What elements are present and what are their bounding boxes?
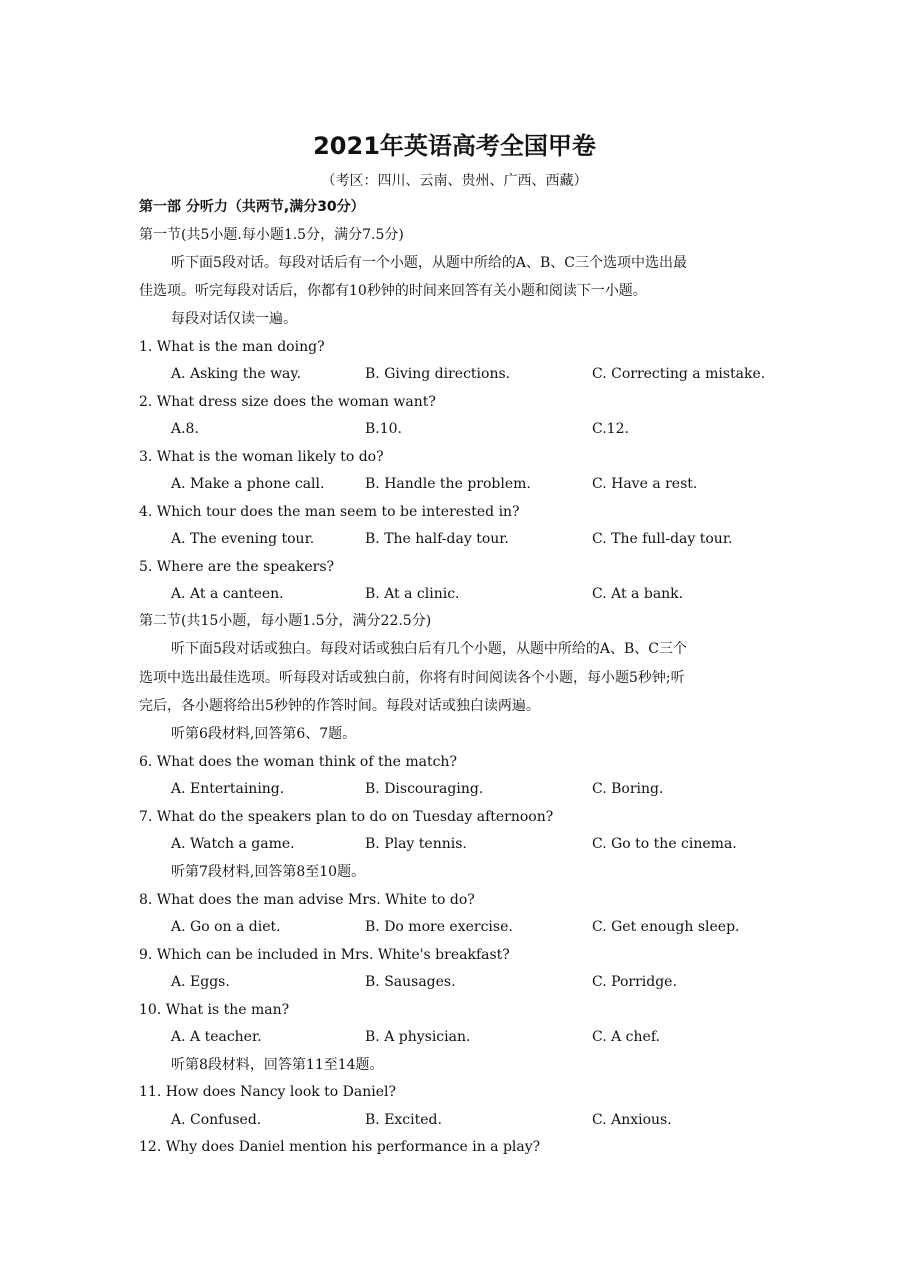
option-b: B. Giving directions.: [365, 366, 511, 382]
question-text: 2. What dress size does the woman want?: [139, 394, 436, 410]
question-text: 9. Which can be included in Mrs. White's breakfast?: [139, 947, 510, 963]
option-a: A. Go on a diet.: [171, 919, 281, 935]
option-c: C. At a bank.: [592, 586, 684, 602]
option-c: C. Boring.: [592, 781, 664, 797]
option-c: C. The full-day tour.: [592, 531, 733, 547]
option-b: B. Play tennis.: [365, 836, 467, 852]
question-text: 8. What does the man advise Mrs. White to do?: [139, 892, 475, 908]
material-note: 听第8段材料，回答第11至14题。: [171, 1057, 384, 1073]
option-a: A. At a canteen.: [171, 586, 284, 602]
option-a: A. A teacher.: [171, 1029, 262, 1045]
question-text: 1. What is the man doing?: [139, 339, 325, 355]
option-c: C. Get enough sleep.: [592, 919, 740, 935]
section1-instruction-line: 每段对话仅读一遍。: [171, 311, 297, 327]
question-text: 4. Which tour does the man seem to be interested in?: [139, 504, 520, 520]
option-a: A. Entertaining.: [171, 781, 285, 797]
option-c: C. Have a rest.: [592, 476, 698, 492]
exam-regions: （考区：四川、云南、贵州、广西、西藏）: [321, 173, 588, 189]
section2-instruction-line: 完后，各小题将给出5秒钟的作答时间。每段对话或独白读两遍。: [139, 698, 540, 714]
section2-instruction-line: 选项中选出最佳选项。听每段对话或独白前，你将有时间阅读各个小题，每小题5秒钟;听: [139, 670, 685, 686]
exam-title: 2021年英语高考全国甲卷: [313, 132, 596, 160]
option-a: A. Confused.: [171, 1112, 262, 1128]
section1-instruction-line: 佳选项。听完每段对话后，你都有10秒钟的时间来回答有关小题和阅读下一小题。: [139, 283, 647, 299]
question-text: 7. What do the speakers plan to do on Tuesday afternoon?: [139, 809, 554, 825]
option-c: C. A chef.: [592, 1029, 660, 1045]
option-a: A. The evening tour.: [171, 531, 315, 547]
material-note: 听第7段材料,回答第8至10题。: [171, 864, 366, 880]
question-text: 10. What is the man?: [139, 1002, 290, 1018]
option-a: A. Make a phone call.: [171, 476, 325, 492]
option-c: C.12.: [592, 421, 629, 437]
option-b: B. Handle the problem.: [365, 476, 531, 492]
option-b: B. Discouraging.: [365, 781, 484, 797]
option-a: A.8.: [171, 421, 199, 437]
option-a: A. Eggs.: [171, 974, 230, 990]
section2-heading: 第二节(共15小题，每小题1.5分，满分22.5分): [139, 613, 432, 629]
option-c: C. Correcting a mistake.: [592, 366, 766, 382]
option-b: B. A physician.: [365, 1029, 471, 1045]
option-b: B. Excited.: [365, 1112, 442, 1128]
question-text: 11. How does Nancy look to Daniel?: [139, 1084, 397, 1100]
option-c: C. Anxious.: [592, 1112, 672, 1128]
option-b: B. The half-day tour.: [365, 531, 509, 547]
option-b: B.10.: [365, 421, 403, 437]
option-c: C. Porridge.: [592, 974, 677, 990]
question-text: 12. Why does Daniel mention his performance in a play?: [139, 1139, 541, 1155]
section1-heading: 第一节(共5小题.每小题1.5分，满分7.5分): [139, 227, 404, 243]
part1-heading: 第一部 分听力（共两节,满分30分）: [139, 199, 365, 215]
option-a: A. Watch a game.: [171, 836, 295, 852]
question-text: 5. Where are the speakers?: [139, 559, 335, 575]
question-text: 3. What is the woman likely to do?: [139, 449, 384, 465]
option-b: B. Sausages.: [365, 974, 456, 990]
section1-instruction-line: 听下面5段对话。每段对话后有一个小题，从题中所给的A、B、C三个选项中选出最: [171, 255, 688, 271]
question-text: 6. What does the woman think of the match?: [139, 754, 457, 770]
section2-instruction-line: 听下面5段对话或独白。每段对话或独白后有几个小题，从题中所给的A、B、C三个: [171, 641, 688, 657]
option-b: B. Do more exercise.: [365, 919, 513, 935]
material-note: 听第6段材料,回答第6、7题。: [171, 726, 357, 742]
option-b: B. At a clinic.: [365, 586, 460, 602]
option-c: C. Go to the cinema.: [592, 836, 737, 852]
option-a: A. Asking the way.: [171, 366, 301, 382]
